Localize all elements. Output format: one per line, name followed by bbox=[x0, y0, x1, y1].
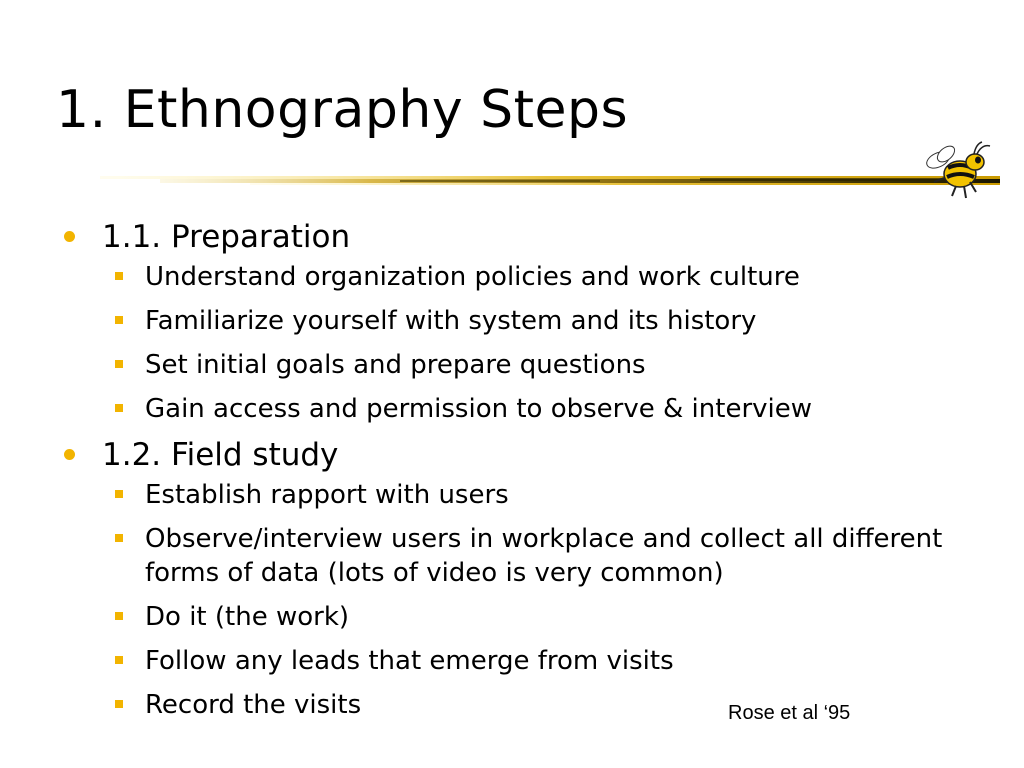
bullet-square-icon bbox=[115, 316, 123, 324]
bullet-square-icon bbox=[115, 272, 123, 280]
yellow-jacket-bee-icon bbox=[920, 138, 992, 202]
bullet-square-icon bbox=[115, 700, 123, 708]
bullet-square-icon bbox=[115, 534, 123, 542]
bullet-square-icon bbox=[115, 490, 123, 498]
bullet-dot-icon bbox=[64, 449, 75, 460]
list-item: Record the visits bbox=[60, 688, 980, 722]
bullet-dot-icon bbox=[64, 231, 75, 242]
section-heading-preparation: 1.1. Preparation bbox=[60, 218, 980, 256]
preparation-list bbox=[60, 260, 980, 426]
list-item: Do it (the work) bbox=[60, 600, 980, 634]
list-item: Familiarize yourself with system and its history bbox=[60, 304, 980, 338]
list-item: Set initial goals and prepare questions bbox=[60, 348, 980, 382]
citation: Rose et al ‘95 bbox=[728, 702, 851, 724]
bullet-square-icon bbox=[115, 612, 123, 620]
list-item: Establish rapport with users bbox=[60, 478, 980, 512]
list-item: Follow any leads that emerge from visits bbox=[60, 644, 980, 678]
list-item: Understand organization policies and work culture bbox=[60, 260, 980, 294]
list-item: Observe/interview users in workplace and collect all different forms of data (lots of video is very common) bbox=[60, 522, 980, 590]
list-item: Gain access and permission to observe & interview bbox=[60, 392, 980, 426]
title-underline-rule bbox=[100, 168, 1000, 192]
field-study-list bbox=[60, 478, 980, 722]
bullet-square-icon bbox=[115, 656, 123, 664]
section-heading-field-study: 1.2. Field study bbox=[60, 436, 980, 474]
slide-body bbox=[60, 218, 980, 732]
slide-title: 1. Ethnography Steps bbox=[56, 80, 629, 140]
bullet-square-icon bbox=[115, 404, 123, 412]
bullet-square-icon bbox=[115, 360, 123, 368]
